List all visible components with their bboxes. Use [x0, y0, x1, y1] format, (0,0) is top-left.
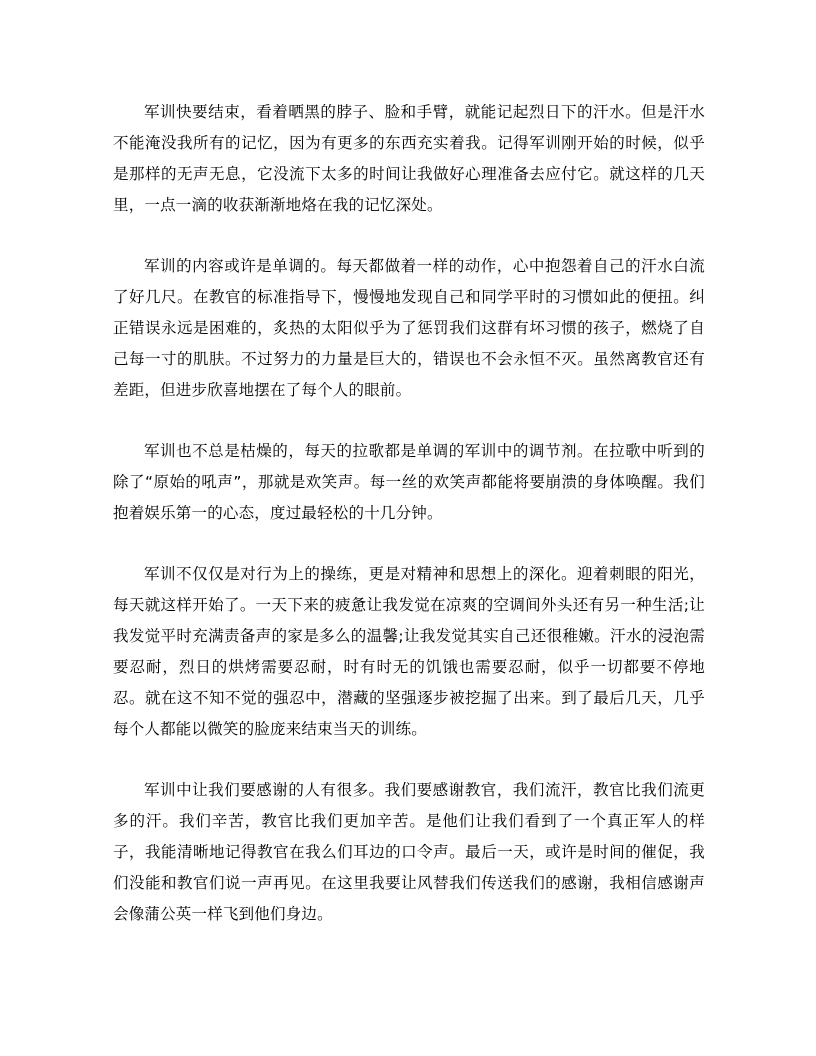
paragraph-5: 军训中让我们要感谢的人有很多。我们要感谢教官，我们流汗，教官比我们流更多的汗。我们辛苦，教官比我们更加辛苦。是他们让我们看到了一个真正军人的样子，我能清晰地记得教官在我么们耳边的口令声。最后一天，或许是时间的催促，我们没能和教官们说一声再见。在这里我要让风替我们传送我们的感谢，我相信感谢声会像蒲公英一样飞到他们身边。 — [113, 781, 705, 923]
document-body — [113, 97, 705, 960]
paragraph-3: 军训也不总是枯燥的，每天的拉歌都是单调的军训中的调节剂。在拉歌中听到的除了“原始的吼声”，那就是欢笑声。每一丝的欢笑声都能将要崩溃的身体唤醒。我们抱着娱乐第一的心态，度过最轻松的十几分钟。 — [113, 442, 705, 522]
paragraph-2: 军训的内容或许是单调的。每天都做着一样的动作，心中抱怨着自己的汗水白流了好几尺。在教官的标准指导下，慢慢地发现自己和同学平时的习惯如此的便扭。纠正错误永远是困难的，炙热的太阳似乎为了惩罚我们这群有坏习惯的孩子，燃烧了自己每一寸的肌肤。不过努力的力量是巨大的，错误也不会永恒不灭。虽然离教官还有差距，但进步欣喜地摆在了每个人的眼前。 — [113, 257, 705, 399]
paragraph-1: 军训快要结束，看着晒黑的脖子、脸和手臂，就能记起烈日下的汗水。但是汗水不能淹没我所有的记忆，因为有更多的东西充实着我。记得军训刚开始的时候，似乎是那样的无声无息，它没流下太多的时间让我做好心理准备去应付它。就这样的几天里，一点一滴的收获渐渐地烙在我的记忆深处。 — [113, 103, 705, 214]
paragraph-4: 军训不仅仅是对行为上的操练，更是对精神和思想上的深化。迎着刺眼的阳光，每天就这样开始了。一天下来的疲惫让我发觉在凉爽的空调间外头还有另一种生活;让我发觉平时充满责备声的家是多么的温馨;让我发觉其实自己还很稚嫩。汗水的浸泡需要忍耐，烈日的烘烤需要忍耐，时有时无的饥饿也需要忍耐，似乎一切都要不停地忍。就在这不知不觉的强忍中，潜藏的坚强逐步被挖掘了出来。到了最后几天，几乎每个人都能以微笑的脸庞来结束当天的训练。 — [113, 565, 705, 738]
